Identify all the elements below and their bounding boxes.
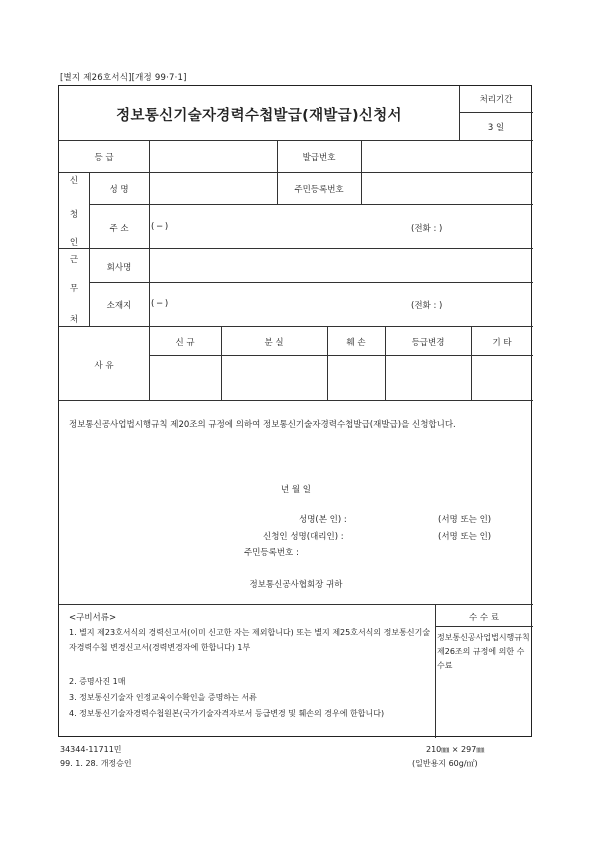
row-divider xyxy=(59,172,533,173)
row-divider xyxy=(59,248,533,249)
col-divider xyxy=(385,326,386,400)
paper-size: 210㎜ × 297㎜ xyxy=(426,745,485,754)
company-name-label: 회사명 xyxy=(106,263,132,273)
address-format: ( ─ ) xyxy=(151,222,169,232)
processing-border xyxy=(459,86,460,140)
col-divider xyxy=(361,140,362,204)
row-divider xyxy=(59,604,533,605)
processing-divider xyxy=(459,112,533,113)
reason-option-damaged: 훼 손 xyxy=(346,338,366,348)
signature-agent-label: 신청인 성명(대리인) : xyxy=(263,532,344,542)
title-divider xyxy=(59,140,533,141)
paper-weight: (일반용지 60g/㎡) xyxy=(412,759,478,768)
reason-option-lost: 분 실 xyxy=(264,338,284,348)
attachments-heading: <구비서류> xyxy=(69,613,117,623)
address-phone-format: (전화 : ) xyxy=(411,224,443,234)
col-divider xyxy=(149,140,150,326)
reason-option-new: 신 규 xyxy=(175,338,195,348)
fee-divider xyxy=(435,626,533,627)
form-number-note: [별지 제26호서식][개정 99·7·1] xyxy=(60,73,187,83)
location-format: ( ─ ) xyxy=(151,299,169,309)
col-divider xyxy=(277,140,278,204)
col-divider xyxy=(149,326,150,400)
workplace-group-label: 처 xyxy=(69,315,79,325)
signature-self-note: (서명 또는 인) xyxy=(438,515,492,525)
name-label: 성 명 xyxy=(109,185,129,195)
form-code: 34344-11711민 xyxy=(60,745,122,754)
row-divider xyxy=(149,355,533,356)
row-divider xyxy=(59,326,533,327)
company-location-label: 소재지 xyxy=(106,301,132,311)
issue-number-label: 발급번호 xyxy=(302,153,336,163)
applicant-group-label: 인 xyxy=(69,238,79,248)
signature-self-label: 성명(본 인) : xyxy=(299,515,347,525)
reason-option-grade-change: 등급변경 xyxy=(411,338,445,348)
address-label: 주 소 xyxy=(109,224,129,234)
signature-resident-label: 주민등록번호 : xyxy=(244,548,299,558)
fee-label: 수 수 료 xyxy=(468,613,500,623)
row-divider xyxy=(59,400,533,401)
processing-period-label: 처리기간 xyxy=(479,95,513,105)
reason-option-other: 기 타 xyxy=(492,338,512,348)
attachment-item: 1. 별지 제23호서식의 경력신고서(이미 신고한 자는 제외합니다) 또는 별지 제25호서식의 정보통신기술자경력수첩 변경신고서(경력변경자에 한합니다) 1부 xyxy=(69,628,431,652)
date-line: 년 월 일 xyxy=(280,485,312,495)
attachment-item: 3. 정보통신기술자 인정교육이수확인을 증명하는 서류 xyxy=(69,693,257,702)
row-divider xyxy=(89,282,533,283)
workplace-group-label: 무 xyxy=(69,284,79,294)
recipient: 정보통신공사협회장 귀하 xyxy=(249,580,343,590)
applicant-group-label: 청 xyxy=(69,210,79,220)
col-divider xyxy=(221,326,222,400)
col-divider xyxy=(471,326,472,400)
processing-period-value: 3 일 xyxy=(487,123,505,133)
applicant-group-label: 신 xyxy=(69,176,79,186)
col-divider xyxy=(89,172,90,326)
form-title: 정보통신기술자경력수첩발급(재발급)신청서 xyxy=(116,108,402,124)
location-phone-format: (전화 : ) xyxy=(411,301,443,311)
approval-date: 99. 1. 28. 개정승인 xyxy=(60,759,132,768)
application-statement: 정보통신공사업법시행규칙 제20조의 규정에 의하여 정보통신기술자경력수첩발급(재발급)을 신청합니다. xyxy=(69,420,456,430)
fee-text: 정보통신공사업법시행규칙 제26조의 규정에 의한 수수료 xyxy=(437,633,530,670)
signature-agent-note: (서명 또는 인) xyxy=(438,532,492,542)
row-divider xyxy=(89,204,533,205)
workplace-group-label: 근 xyxy=(69,255,79,265)
grade-label: 등 급 xyxy=(94,153,114,163)
col-divider xyxy=(327,326,328,400)
attachment-item: 2. 증명사진 1매 xyxy=(69,677,126,686)
application-form xyxy=(58,85,532,737)
reason-label: 사 유 xyxy=(94,361,114,371)
resident-number-label: 주민등록번호 xyxy=(294,185,344,195)
attachment-item: 4. 정보통신기술자경력수첩원본(국가기술자격자로서 등급변경 및 훼손의 경우에 한합니다) xyxy=(69,709,385,718)
